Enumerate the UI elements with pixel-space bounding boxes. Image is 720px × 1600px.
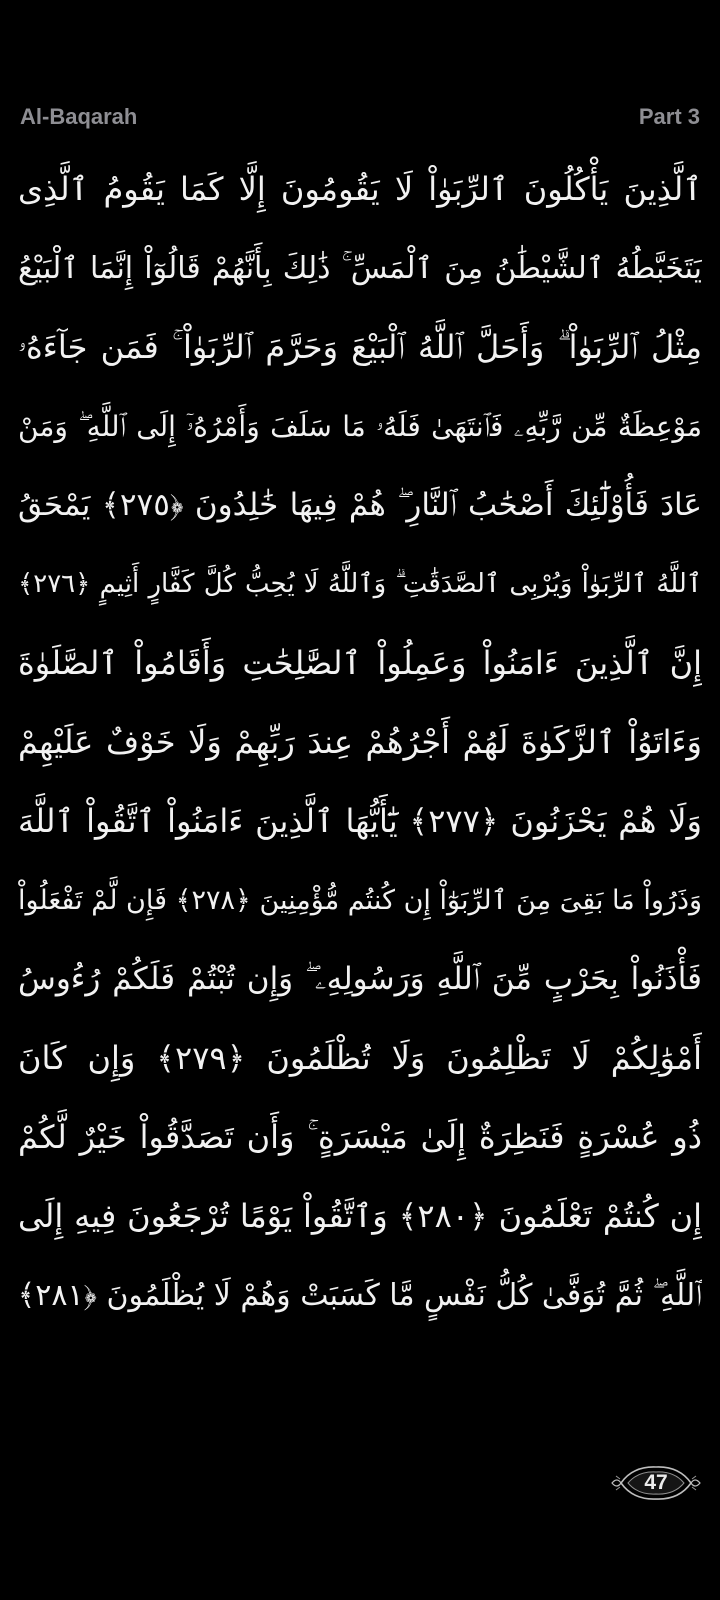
ayah-line: يَتَخَبَّطُهُ ٱلشَّيْطَٰنُ مِنَ ٱلْمَسِّ ۚ ذَٰلِكَ بِأَنَّهُمْ قَالُوٓاْ إِنَّمَا ٱلْبَيْعُ: [18, 251, 702, 286]
quran-page-text: [18, 150, 702, 1335]
ayah-line: إِن كُنتُمْ تَعْلَمُونَ ﴿٢٨٠﴾ وَٱتَّقُواْ يَوْمًا تُرْجَعُونَ فِيهِ إِلَى: [18, 1197, 702, 1235]
ayah-line: مِثْلُ ٱلرِّبَوٰاْ ۗ وَأَحَلَّ ٱللَّهُ ٱلْبَيْعَ وَحَرَّمَ ٱلرِّبَوٰاْ ۚ فَمَن جَآءَهُۥ: [18, 328, 702, 366]
ayah-line: عَادَ فَأُوْلَٰٓئِكَ أَصْحَٰبُ ٱلنَّارِ ۖ هُمْ فِيهَا خَٰلِدُونَ ﴿٢٧٥﴾ يَمْحَقُ: [18, 487, 702, 523]
ayah-line: مَوْعِظَةٌ مِّن رَّبِّهِۦ فَٱنتَهَىٰ فَلَهُۥ مَا سَلَفَ وَأَمْرُهُۥٓ إِلَى ٱللَّهِ ۖ وَمَنْ: [18, 410, 702, 443]
ayah-line: ٱللَّهُ ٱلرِّبَوٰاْ وَيُرْبِى ٱلصَّدَقَٰتِ ۗ وَٱللَّهُ لَا يُحِبُّ كُلَّ كَفَّارٍ أَثِيمٍ ﴿٢٧٦﴾: [18, 569, 702, 599]
ayah-line: وَءَاتَوُاْ ٱلزَّكَوٰةَ لَهُمْ أَجْرُهُمْ عِندَ رَبِّهِمْ وَلَا خَوْفٌ عَلَيْهِمْ: [18, 723, 702, 761]
page-header: [20, 100, 700, 134]
ayah-line: وَلَا هُمْ يَحْزَنُونَ ﴿٢٧٧﴾ يَٰٓأَيُّهَا ٱلَّذِينَ ءَامَنُواْ ٱتَّقُواْ ٱللَّهَ: [18, 802, 702, 840]
ayah-line: ٱلَّذِينَ يَأْكُلُونَ ٱلرِّبَوٰاْ لَا يَقُومُونَ إِلَّا كَمَا يَقُومُ ٱلَّذِى: [18, 170, 702, 208]
ayah-line: ذُو عُسْرَةٍ فَنَظِرَةٌ إِلَىٰ مَيْسَرَةٍ ۚ وَأَن تَصَدَّقُواْ خَيْرٌ لَّكُمْ: [18, 1118, 702, 1156]
page-number: 47: [644, 1471, 668, 1494]
ayah-line: أَمْوَٰلِكُمْ لَا تَظْلِمُونَ وَلَا تُظْلَمُونَ ﴿٢٧٩﴾ وَإِن كَانَ: [18, 1039, 702, 1077]
ayah-line: وَذَرُواْ مَا بَقِىَ مِنَ ٱلرِّبَوٰٓاْ إِن كُنتُم مُّؤْمِنِينَ ﴿٢٧٨﴾ فَإِن لَّمْ تَفْعَلُواْ: [18, 885, 702, 916]
ayah-line: فَأْذَنُواْ بِحَرْبٍ مِّنَ ٱللَّهِ وَرَسُولِهِۦ ۖ وَإِن تُبْتُمْ فَلَكُمْ رُءُوسُ: [18, 961, 702, 997]
ayah-line: إِنَّ ٱلَّذِينَ ءَامَنُواْ وَعَمِلُواْ ٱلصَّٰلِحَٰتِ وَأَقَامُواْ ٱلصَّلَوٰةَ: [18, 644, 702, 682]
part-label: Part 3: [638, 104, 700, 129]
surah-name: Al-Baqarah: [20, 104, 138, 129]
page-number-badge: [611, 1464, 701, 1502]
ayah-line: ٱللَّهِ ۖ ثُمَّ تُوَفَّىٰ كُلُّ نَفْسٍ مَّا كَسَبَتْ وَهُمْ لَا يُظْلَمُونَ ﴿٢٨١﴾: [18, 1278, 702, 1313]
